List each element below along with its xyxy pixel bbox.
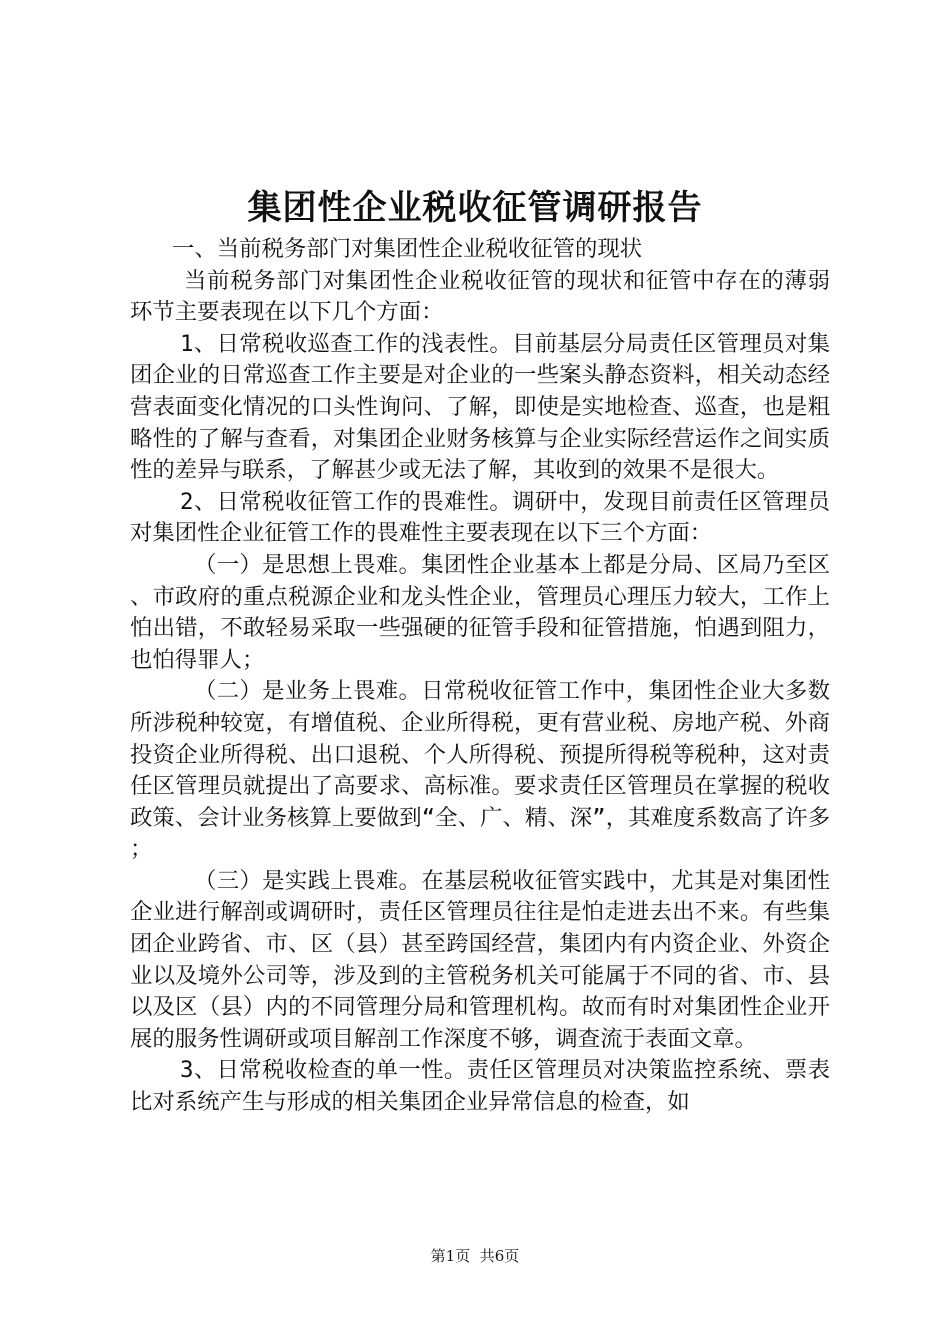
- document-body: [130, 234, 830, 1119]
- point-1-paragraph: 1、日常税收巡查工作的浅表性。目前基层分局责任区管理员对集团企业的日常巡查工作主要是对企业的一些案头静态资料，相关动态经营表面变化情况的口头性询问、了解，即使是实地检查、巡查，也是粗略性的了解与查看，对集团企业财务核算与企业实际经营运作之间实质性的差异与联系，了解甚少或无法了解，其收到的效果不是很大。: [130, 330, 830, 484]
- page-total: 共6页: [479, 1247, 520, 1265]
- section-heading: 一、当前税务部门对集团性企业税收征管的现状: [172, 236, 643, 262]
- page-footer: [0, 1246, 950, 1266]
- intro-paragraph: 当前税务部门对集团性企业税收征管的现状和征管中存在的薄弱环节主要表现在以下几个方面：: [130, 267, 830, 326]
- document-title: 集团性企业税收征管调研报告: [247, 188, 703, 228]
- point-3-paragraph: 3、日常税收检查的单一性。责任区管理员对决策监控系统、票表比对系统产生与形成的相关集团企业异常信息的检查，如: [130, 1057, 830, 1116]
- sub-point-1-paragraph: （一）是思想上畏难。集团性企业基本上都是分局、区局乃至区、市政府的重点税源企业和龙头性企业，管理员心理压力较大，工作上怕出错，不敢轻易采取一些强硬的征管手段和征管措施，怕遇到阻力，也怕得罪人；: [130, 551, 830, 673]
- page-number: 第1页: [430, 1247, 471, 1265]
- point-2-paragraph: 2、日常税收征管工作的畏难性。调研中，发现目前责任区管理员对集团性企业征管工作的畏难性主要表现在以下三个方面：: [130, 488, 830, 547]
- sub-point-3-paragraph: （三）是实践上畏难。在基层税收征管实践中，尤其是对集团性企业进行解剖或调研时，责任区管理员往往是怕走进去出不来。有些集团企业跨省、市、区（县）甚至跨国经营，集团内有内资企业、外资企业以及境外公司等，涉及到的主管税务机关可能属于不同的省、市、县以及区（县）内的不同管理分局和管理机构。故而有时对集团性企业开展的服务性调研或项目解剖工作深度不够，调查流于表面文章。: [130, 867, 830, 1052]
- sub-point-2-paragraph: （二）是业务上畏难。日常税收征管工作中，集团性企业大多数所涉税种较宽，有增值税、企业所得税，更有营业税、房地产税、外商投资企业所得税、出口退税、个人所得税、预提所得税等税种，这对责任区管理员就提出了高要求、高标准。要求责任区管理员在掌握的税收政策、会计业务核算上要做到“全、广、精、深”，其难度系数高了许多；: [130, 678, 830, 863]
